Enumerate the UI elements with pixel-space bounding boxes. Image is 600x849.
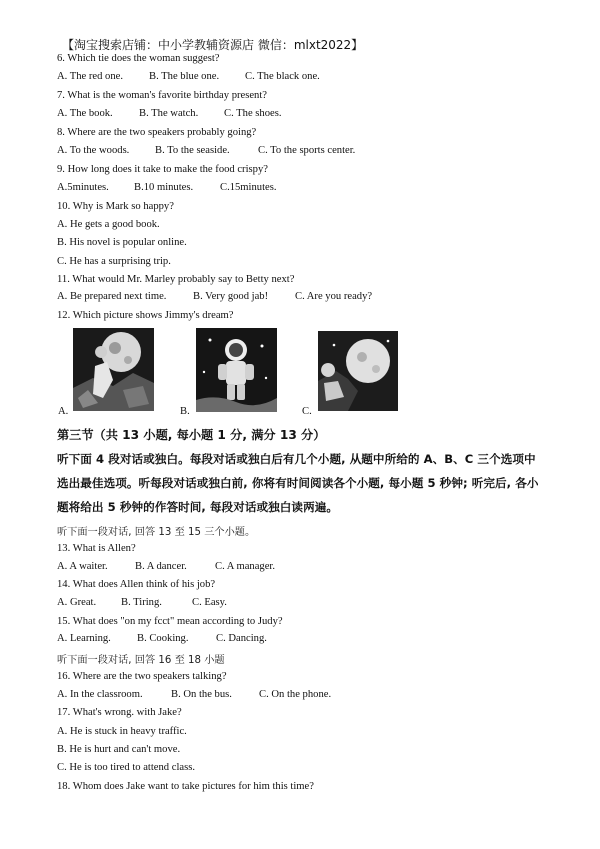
question-10-option-c: C. He has a surprising trip. — [57, 256, 171, 267]
option-a: A. Be prepared next time. — [57, 291, 167, 302]
page-header-watermark: 【淘宝搜索店铺：中小学教辅资源店 微信：mlxt2022】 — [62, 38, 364, 52]
question-17: 17. What's wrong. with Jake? — [57, 707, 182, 718]
option-b: B. To the seaside. — [155, 145, 230, 156]
question-13: 13. What is Allen? — [57, 543, 136, 554]
question-15: 15. What does "on my fcct" mean according to Judy? — [57, 616, 283, 627]
question-14: 14. What does Allen think of his job? — [57, 579, 216, 590]
question-6: 6. Which tie does the woman suggest? — [57, 53, 220, 64]
option-a: A. A waiter. — [57, 561, 108, 572]
question-7: 7. What is the woman's favorite birthday present? — [57, 90, 267, 101]
question-16: 16. Where are the two speakers talking? — [57, 671, 227, 682]
option-b: B. A dancer. — [135, 561, 187, 572]
section-3-instruction-line-2: 选出最佳选项。听每段对话或独白前, 你将有时间阅读各个小题, 每小题 5 秒钟; 听完后, 各小 — [57, 476, 539, 490]
option-c: C. A manager. — [215, 561, 276, 572]
question-17-option-c: C. He is too tired to attend class. — [57, 762, 195, 773]
option-a: A. Great. — [57, 597, 97, 608]
picture-b-label: B. — [180, 406, 190, 417]
question-10-option-b: B. His novel is popular online. — [57, 237, 187, 248]
dialog-1-note: 听下面一段对话, 回答 13 至 15 三个小题。 — [57, 527, 256, 538]
option-c: C. Easy. — [192, 597, 227, 608]
question-17-option-b: B. He is hurt and can't move. — [57, 744, 181, 755]
option-a: A. The red one. — [57, 71, 123, 82]
question-9: 9. How long does it take to make the food crispy? — [57, 164, 268, 175]
option-b: B. Very good jab! — [193, 291, 269, 302]
option-a: A. To the woods. — [57, 145, 130, 156]
section-3-instruction-line-3: 题将给出 5 秒钟的作答时间, 每段对话或独白读两遍。 — [57, 500, 338, 514]
option-a: A.5minutes. — [57, 182, 109, 193]
option-b: B. The blue one. — [149, 71, 220, 82]
question-17-option-a: A. He is stuck in heavy traffic. — [57, 726, 187, 737]
question-10-option-a: A. He gets a good book. — [57, 219, 160, 230]
option-a: A. In the classroom. — [57, 689, 143, 700]
question-11: 11. What would Mr. Marley probably say to Betty next? — [57, 274, 295, 285]
option-b: B.10 minutes. — [134, 182, 194, 193]
option-c: C. On the phone. — [259, 689, 332, 700]
option-c: C. The black one. — [245, 71, 320, 82]
option-b: B. The watch. — [139, 108, 199, 119]
option-c: C. The shoes. — [224, 108, 282, 119]
option-a: A. Learning. — [57, 633, 111, 644]
question-18: 18. Whom does Jake want to take pictures for him this time? — [57, 781, 314, 792]
section-3-title: 第三节（共 13 小题, 每小题 1 分, 满分 13 分） — [57, 428, 326, 442]
option-c: C. To the sports center. — [258, 145, 356, 156]
question-12: 12. Which picture shows Jimmy's dream? — [57, 310, 234, 321]
option-b: B. On the bus. — [171, 689, 232, 700]
picture-a-image — [73, 328, 154, 411]
option-c: C. Dancing. — [216, 633, 267, 644]
option-b: B. Cooking. — [137, 633, 189, 644]
picture-a-label: A. — [58, 406, 69, 417]
picture-c-image — [318, 331, 398, 411]
dialog-2-note: 听下面一段对话, 回答 16 至 18 小题 — [57, 655, 225, 666]
option-c: C.15minutes. — [220, 182, 277, 193]
section-3-instruction-line-1: 听下面 4 段对话或独白。每段对话或独白后有几个小题, 从题中所给的 A、B、C 三个选项中 — [57, 452, 536, 466]
question-10: 10. Why is Mark so happy? — [57, 201, 174, 212]
picture-c-label: C. — [302, 406, 312, 417]
option-a: A. The book. — [57, 108, 113, 119]
question-8: 8. Where are the two speakers probably going? — [57, 127, 257, 138]
picture-b-image — [196, 328, 277, 412]
option-b: B. Tiring. — [121, 597, 162, 608]
option-c: C. Are you ready? — [295, 291, 373, 302]
